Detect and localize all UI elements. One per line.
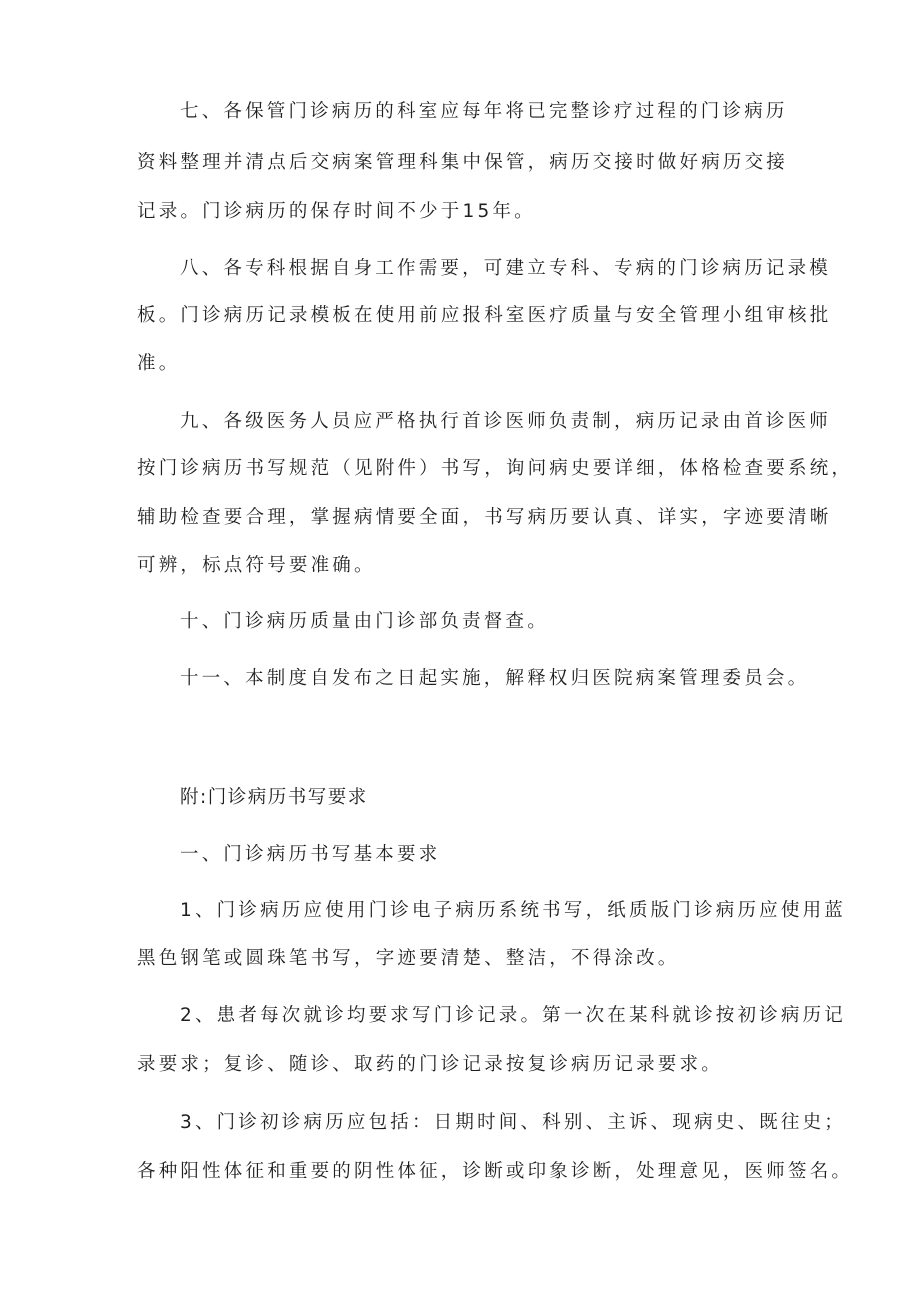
paragraph-9-line-3: 辅助检查要合理，掌握病情要全面，书写病历要认真、详实，字迹要清晰 <box>137 507 832 528</box>
item-1-line-1: 1、门诊病历应使用门诊电子病历系统书写，纸质版门诊病历应使用蓝 <box>180 900 846 921</box>
paragraph-9-line-2: 按门诊病历书写规范（见附件）书写，询问病史要详细，体格检查要系统， <box>137 458 854 479</box>
paragraph-9-line-4: 可辨，标点符号要准确。 <box>137 555 376 576</box>
appendix-title: 附:门诊病历书写要求 <box>180 787 368 808</box>
item-2-line-2: 录要求；复诊、随诊、取药的门诊记录按复诊病历记录要求。 <box>137 1054 723 1075</box>
paragraph-11-line-1: 十一、本制度自发布之日起实施，解释权归医院病案管理委员会。 <box>180 668 810 689</box>
paragraph-7-line-1: 七、各保管门诊病历的科室应每年将已完整诊疗过程的门诊病历 <box>180 101 788 122</box>
appendix-heading-1: 一、门诊病历书写基本要求 <box>180 844 441 865</box>
item-1-line-2: 黑色钢笔或圆珠笔书写，字迹要清楚、整洁，不得涂改。 <box>137 948 680 969</box>
paragraph-8-line-3: 准。 <box>137 353 181 374</box>
paragraph-10-line-1: 十、门诊病历质量由门诊部负责督查。 <box>180 611 549 632</box>
paragraph-9-line-1: 九、各级医务人员应严格执行首诊医师负责制，病历记录由首诊医师 <box>180 411 832 432</box>
paragraph-7-line-3: 记录。门诊病历的保存时间不少于15年。 <box>137 201 536 222</box>
paragraph-7-line-2: 资料整理并清点后交病案管理科集中保管，病历交接时做好病历交接 <box>137 152 789 173</box>
item-3-line-1: 3、门诊初诊病历应包括：日期时间、科别、主诉、现病史、既往史； <box>180 1112 846 1133</box>
item-3-line-2: 各种阳性体征和重要的阴性体征，诊断或印象诊断，处理意见，医师签名。 <box>137 1161 854 1182</box>
paragraph-8-line-1: 八、各专科根据自身工作需要，可建立专科、专病的门诊病历记录模 <box>180 258 832 279</box>
item-2-line-1: 2、患者每次就诊均要求写门诊记录。第一次在某科就诊按初诊病历记 <box>180 1005 846 1026</box>
paragraph-8-line-2: 板。门诊病历记录模板在使用前应报科室医疗质量与安全管理小组审核批 <box>137 305 832 326</box>
